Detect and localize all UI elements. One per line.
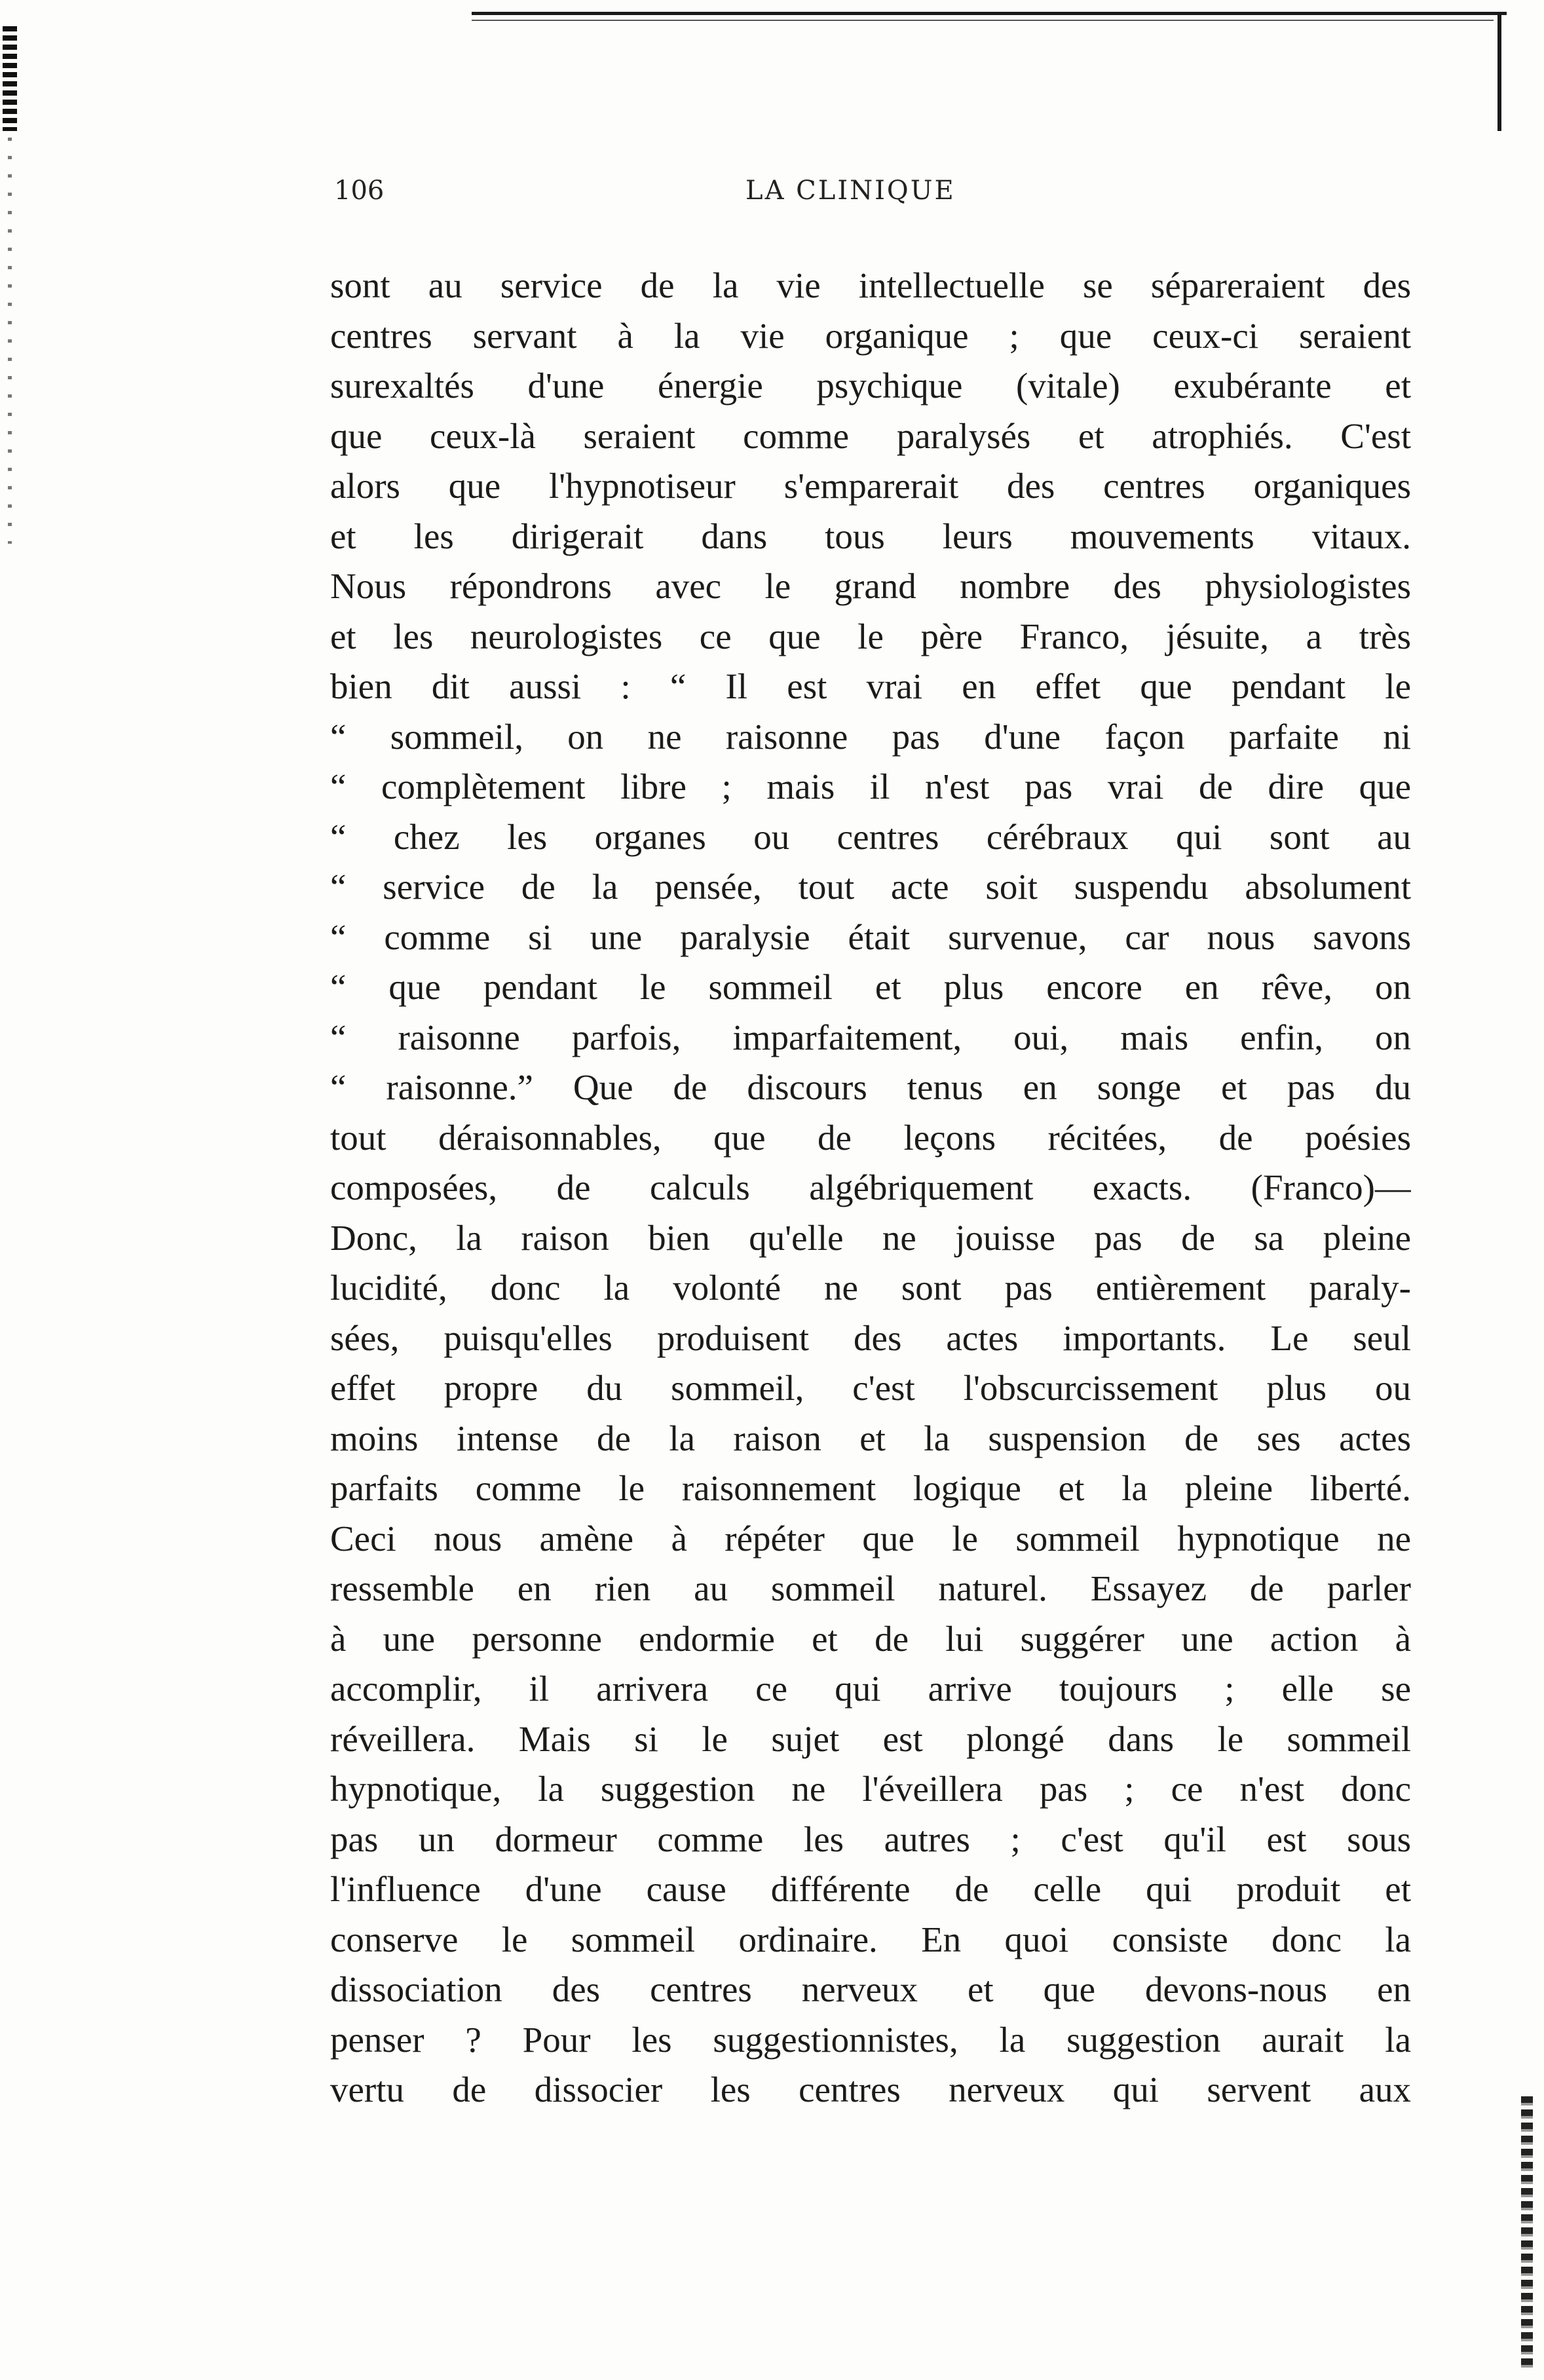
right-scan-edge [1497, 13, 1501, 131]
text-line: Nous répondrons avec le grand nombre des physiologistes [330, 566, 1411, 606]
text-line: penser ? Pour les suggestionnistes, la suggestion aurait la [330, 2019, 1411, 2060]
text-line: réveillera. Mais si le sujet est plongé dans le sommeil [330, 1718, 1411, 1759]
text-line: “ raisonne.” Que de discours tenus en songe et pas du [330, 1067, 1411, 1107]
text-line: l'influence d'une cause différente de celle qui produit et [330, 1869, 1411, 1909]
text-line: effet propre du sommeil, c'est l'obscurcissement plus ou [330, 1368, 1411, 1408]
text-line: lucidité, donc la volonté ne sont pas entièrement paraly- [330, 1268, 1411, 1308]
running-head [0, 176, 1544, 215]
text-line: “ chez les organes ou centres cérébraux qui sont au [330, 816, 1411, 857]
text-line: “ raisonne parfois, imparfaitement, oui, mais enfin, on [330, 1017, 1411, 1057]
text-line: conserve le sommeil ordinaire. En quoi consiste donc la [330, 1919, 1411, 1959]
text-line: bien dit aussi : “ Il est vrai en effet que pendant le [330, 666, 1411, 706]
top-scan-rule-thin [472, 20, 1494, 21]
text-line: alors que l'hypnotiseur s'emparerait des centres organiques [330, 466, 1411, 506]
text-line: moins intense de la raison et la suspension de ses actes [330, 1418, 1411, 1458]
text-line: à une personne endormie et de lui suggérer une action à [330, 1618, 1411, 1659]
text-line: centres servant à la vie organique ; que ceux-ci seraient [330, 315, 1411, 356]
body-text [330, 261, 1411, 2115]
text-line: ressemble en rien au sommeil naturel. Essayez de parler [330, 1568, 1411, 1608]
page-number: 106 [334, 176, 385, 206]
text-line: hypnotique, la suggestion ne l'éveillera pas ; ce n'est donc [330, 1769, 1411, 1809]
text-line: sées, puisqu'elles produisent des actes importants. Le seul [330, 1317, 1411, 1358]
text-line: et les dirigerait dans tous leurs mouvements vitaux. [330, 516, 1411, 556]
text-line: sont au service de la vie intellectuelle se sépareraient des [330, 265, 1411, 305]
text-line: “ complètement libre ; mais il n'est pas vrai de dire que [330, 766, 1411, 806]
text-line: “ sommeil, on ne raisonne pas d'une façon parfaite ni [330, 716, 1411, 757]
text-line: tout déraisonnables, que de leçons récitées, de poésies [330, 1117, 1411, 1158]
text-line: et les neurologistes ce que le père Franco, jésuite, a très [330, 616, 1411, 656]
text-line: “ que pendant le sommeil et plus encore en rêve, on [330, 967, 1411, 1007]
text-line: que ceux-là seraient comme paralysés et atrophiés. C'est [330, 415, 1411, 456]
right-scan-noise [1521, 2096, 1533, 2371]
text-line: composées, de calculs algébriquement exacts. (Franco)— [330, 1167, 1411, 1207]
text-line: Ceci nous amène à répéter que le sommeil hypnotique ne [330, 1518, 1411, 1558]
text-line: parfaits comme le raisonnement logique et la pleine liberté. [330, 1468, 1411, 1508]
text-line: accomplir, il arrivera ce qui arrive toujours ; elle se [330, 1669, 1411, 1709]
text-line: vertu de dissocier les centres nerveux qui servent aux [330, 2069, 1411, 2109]
text-line: surexaltés d'une énergie psychique (vitale) exubérante et [330, 366, 1411, 406]
left-scan-edge [3, 26, 17, 131]
text-line: dissociation des centres nerveux et que devons-nous en [330, 1969, 1411, 2009]
top-scan-rule [472, 12, 1507, 15]
text-line: Donc, la raison bien qu'elle ne jouisse pas de sa pleine [330, 1217, 1411, 1258]
running-title: LA CLINIQUE [745, 176, 956, 206]
text-line: “ comme si une paralysie était survenue, car nous savons [330, 916, 1411, 957]
text-line: pas un dormeur comme les autres ; c'est qu'il est sous [330, 1819, 1411, 1859]
text-line: “ service de la pensée, tout acte soit suspendu absolument [330, 867, 1411, 907]
